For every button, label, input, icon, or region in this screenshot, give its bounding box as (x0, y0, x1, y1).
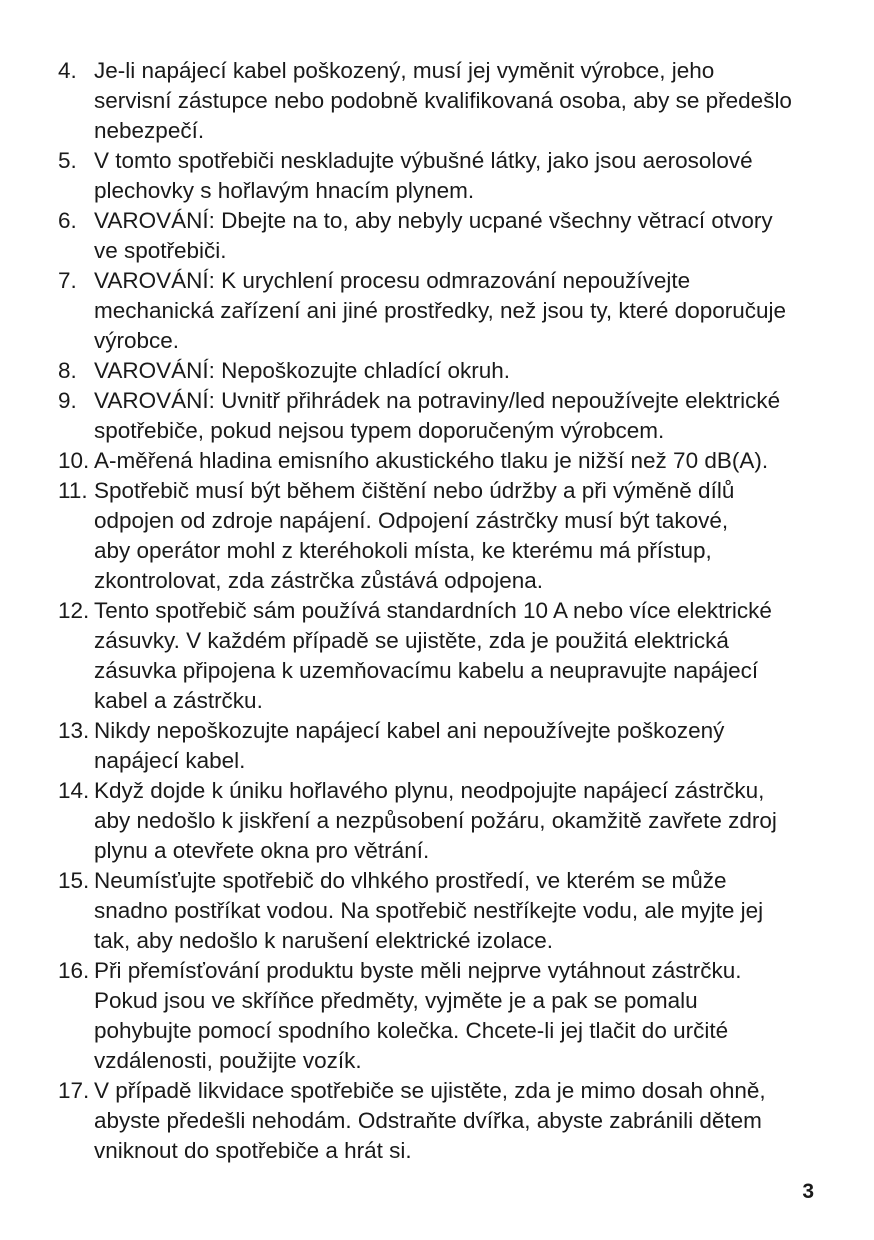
list-item (58, 446, 828, 476)
list-item-text-line: VAROVÁNÍ: Nepoškozujte chladící okruh. (94, 358, 511, 383)
list-item-text-line: odpojen od zdroje napájení. Odpojení zástrčky musí být takové, (94, 508, 729, 533)
list-item-number: 7. (58, 268, 77, 293)
list-item-text-line: Je-li napájecí kabel poškozený, musí jej vyměnit výrobce, jeho (94, 58, 715, 83)
list-item-text-line: A-měřená hladina emisního akustického tlaku je nižší než 70 dB(A). (94, 448, 769, 473)
list-item-text-line: plynu a otevřete okna pro větrání. (94, 838, 430, 863)
list-item-text-line: aby operátor mohl z kteréhokoli místa, ke kterému má přístup, (94, 538, 712, 563)
list-item-text-line: Při přemísťování produktu byste měli nejprve vytáhnout zástrčku. (94, 958, 742, 983)
list-item (58, 56, 828, 146)
list-item-number: 8. (58, 358, 77, 383)
list-item (58, 776, 828, 866)
list-item-text-line: VAROVÁNÍ: Uvnitř přihrádek na potraviny/led nepoužívejte elektrické (94, 388, 781, 413)
list-item (58, 956, 828, 1076)
list-item-text-line: aby nedošlo k jiskření a nezpůsobení požáru, okamžitě zavřete zdroj (94, 808, 777, 833)
list-item (58, 866, 828, 956)
list-item-text-line: napájecí kabel. (94, 748, 246, 773)
list-item-text-line: VAROVÁNÍ: Dbejte na to, aby nebyly ucpané všechny větrací otvory (94, 208, 773, 233)
list-item-number: 11. (58, 478, 88, 503)
list-item-number: 15. (58, 868, 90, 893)
list-item-text-line: spotřebiče, pokud nejsou typem doporučeným výrobcem. (94, 418, 665, 443)
list-item-text-line: plechovky s hořlavým hnacím plynem. (94, 178, 475, 203)
list-item-text-line: pohybujte pomocí spodního kolečka. Chcete-li jej tlačit do určité (94, 1018, 729, 1043)
list-item (58, 266, 828, 356)
list-item (58, 206, 828, 266)
list-item (58, 716, 828, 776)
list-item-text-line: nebezpečí. (94, 118, 205, 143)
safety-instructions-list (58, 56, 828, 1166)
list-item-text-line: Když dojde k úniku hořlavého plynu, neodpojujte napájecí zástrčku, (94, 778, 765, 803)
list-item-number: 12. (58, 598, 90, 623)
list-item-text-line: snadno postříkat vodou. Na spotřebič nestříkejte vodu, ale myjte jej (94, 898, 764, 923)
list-item-text-line: Tento spotřebič sám používá standardních 10 A nebo více elektrické (94, 598, 772, 623)
list-item-text-line: V případě likvidace spotřebiče se ujistěte, zda je mimo dosah ohně, (94, 1078, 766, 1103)
list-item-text-line: tak, aby nedošlo k narušení elektrické izolace. (94, 928, 553, 953)
list-item (58, 386, 828, 446)
list-item (58, 476, 828, 596)
list-item-text-line: zkontrolovat, zda zástrčka zůstává odpojena. (94, 568, 544, 593)
list-item-text-line: kabel a zástrčku. (94, 688, 263, 713)
list-item-text-line: zásuvky. V každém případě se ujistěte, zda je použitá elektrická (94, 628, 729, 653)
list-item-number: 13. (58, 718, 90, 743)
list-item-number: 9. (58, 388, 77, 413)
list-item-text-line: Nikdy nepoškozujte napájecí kabel ani nepoužívejte poškozený (94, 718, 725, 743)
list-item-text-line: vzdálenosti, použijte vozík. (94, 1048, 362, 1073)
list-item-number: 5. (58, 148, 77, 173)
list-item (58, 356, 828, 386)
list-item-text-line: mechanická zařízení ani jiné prostředky, než jsou ty, které doporučuje (94, 298, 787, 323)
list-item-number: 10. (58, 448, 90, 473)
list-item-number: 16. (58, 958, 90, 983)
list-item-text-line: V tomto spotřebiči neskladujte výbušné látky, jako jsou aerosolové (94, 148, 753, 173)
list-item-text-line: Neumísťujte spotřebič do vlhkého prostředí, ve kterém se může (94, 868, 727, 893)
list-item-text-line: servisní zástupce nebo podobně kvalifikovaná osoba, aby se předešlo (94, 88, 792, 113)
list-item-number: 6. (58, 208, 77, 233)
list-item-number: 4. (58, 58, 77, 83)
list-item-text-line: vniknout do spotřebiče a hrát si. (94, 1138, 412, 1163)
list-item-text-line: zásuvka připojena k uzemňovacímu kabelu a neupravujte napájecí (94, 658, 759, 683)
page-number: 3 (802, 1180, 814, 1203)
list-item-number: 14. (58, 778, 90, 803)
list-item-text-line: ve spotřebiči. (94, 238, 227, 263)
list-item-text-line: Pokud jsou ve skříňce předměty, vyjměte je a pak se pomalu (94, 988, 698, 1013)
list-item-text-line: Spotřebič musí být během čištění nebo údržby a při výměně dílů (94, 478, 735, 503)
list-item-text-line: VAROVÁNÍ: K urychlení procesu odmrazování nepoužívejte (94, 268, 691, 293)
list-item-text-line: výrobce. (94, 328, 180, 353)
list-item-number: 17. (58, 1078, 90, 1103)
list-item-text-line: abyste předešli nehodám. Odstraňte dvířka, abyste zabránili dětem (94, 1108, 762, 1133)
list-item (58, 596, 828, 716)
list-item (58, 1076, 828, 1166)
list-item (58, 146, 828, 206)
